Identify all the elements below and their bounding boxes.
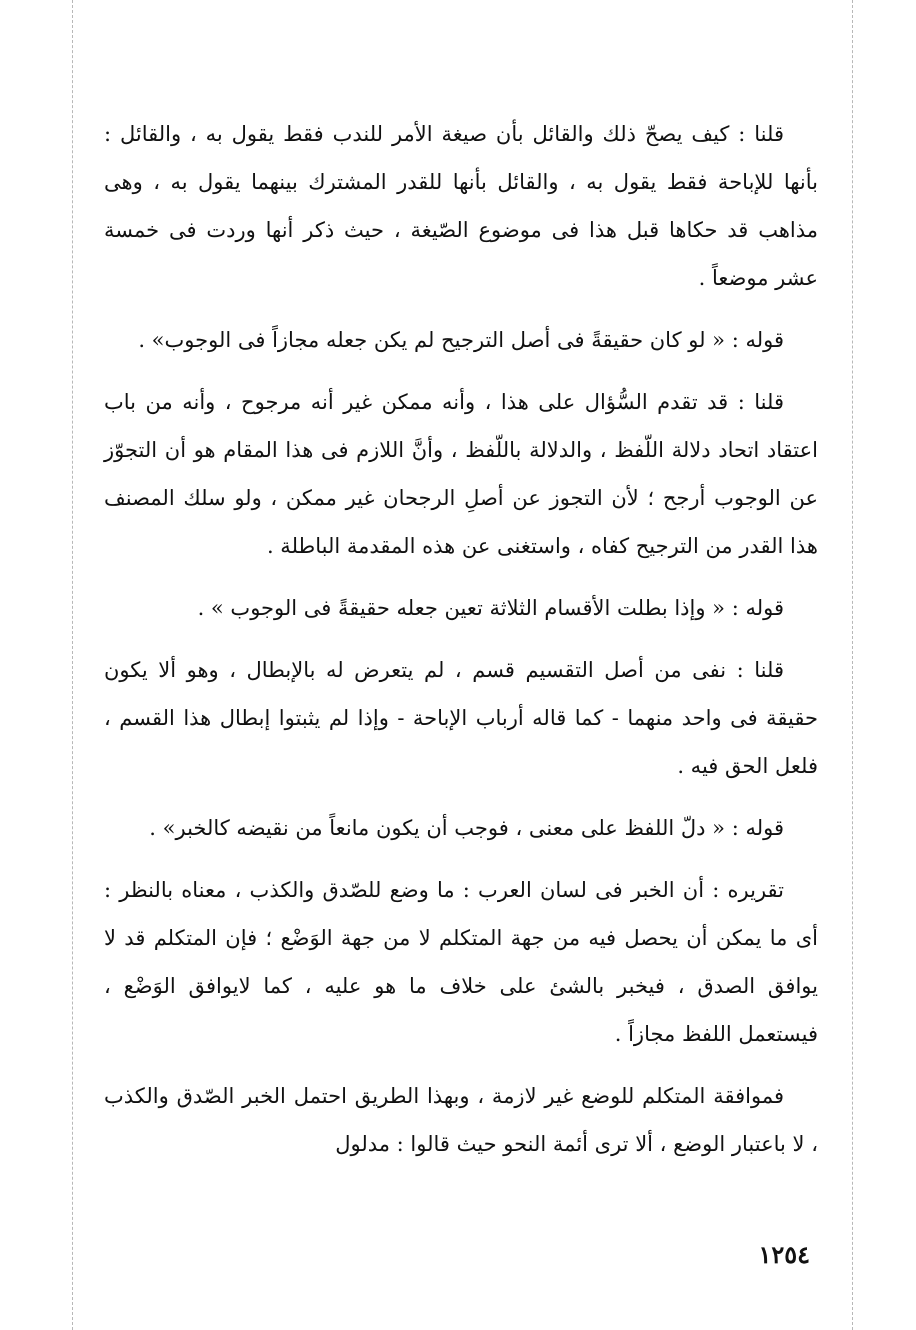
body-text <box>104 110 818 1182</box>
paragraph-5: قلنا : نفى من أصل التقسيم قسم ، لم يتعرض له بالإبطال ، وهو ألا يكون حقيقة فى واحد منهما - كما قاله أرباب الإباحة - وإذا لم يثبتوا إبطال هذا القسم ، فلعل الحق فيه . <box>104 658 818 778</box>
page-number: ١٢٥٤ <box>758 1240 810 1269</box>
paragraph-2: قوله : « لو كان حقيقةً فى أصل الترجيح لم يكن جعله مجازاً فى الوجوب» . <box>138 328 784 352</box>
paragraph-4: قوله : « وإذا بطلت الأقسام الثلاثة تعين جعله حقيقةً فى الوجوب » . <box>197 596 784 620</box>
paragraph-3: قلنا : قد تقدم السُّؤال على هذا ، وأنه ممكن غير أنه مرجوح ، وأنه من باب اعتقاد اتحاد دلالة اللّفظ ، والدلالة باللّفظ ، وأنَّ اللازم فى هذا المقام هو أن التجوّز عن الوجوب أرجح ؛ لأن التجوز عن أصلِ الرجحان غير ممكن ، ولو سلك المصنف هذا القدر من الترجيح كفاه ، واستغنى عن هذه المقدمة الباطلة . <box>104 390 818 558</box>
paragraph-7: تقريره : أن الخبر فى لسان العرب : ما وضع للصّدق والكذب ، معناه بالنظر : أى ما يمكن أن يحصل فيه من جهة المتكلم لا من جهة الوَضْع ؛ فإن المتكلم قد لا يوافق الصدق ، فيخبر بالشئ على خلاف ما هو عليه ، كما لايوافق الوَضْع ، فيستعمل اللفظ مجازاً . <box>104 878 818 1046</box>
paragraph-1: قلنا : كيف يصحّ ذلك والقائل بأن صيغة الأمر للندب فقط يقول به ، والقائل : بأنها للإباحة فقط يقول به ، والقائل بأنها للقدر المشترك بينهما يقول به ، وهى مذاهب قد حكاها قبل هذا فى موضوع الصّيغة ، حيث ذكر أنها وردت فى خمسة عشر موضعاً . <box>104 122 818 290</box>
scan-fold-line-right <box>852 0 854 1330</box>
paragraph-8: فموافقة المتكلم للوضع غير لازمة ، وبهذا الطريق احتمل الخبر الصّدق والكذب ، لا باعتبار الوضع ، ألا ترى أئمة النحو حيث قالوا : مدلول <box>104 1084 818 1156</box>
scan-fold-line-left <box>72 0 74 1330</box>
paragraph-6: قوله : « دلّ اللفظ على معنى ، فوجب أن يكون مانعاً من نقيضه كالخبر» . <box>149 816 784 840</box>
